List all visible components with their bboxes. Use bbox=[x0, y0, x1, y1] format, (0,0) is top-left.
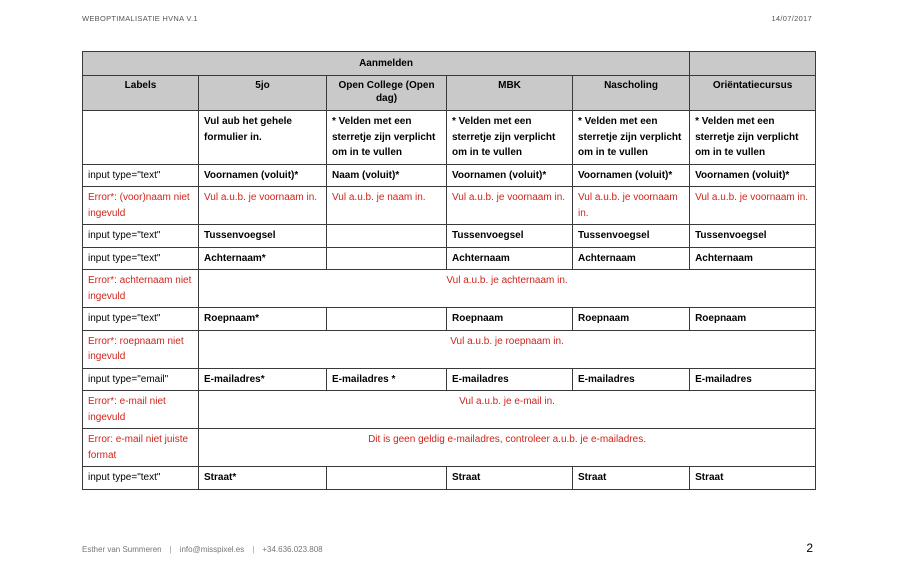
table-cell: Roepnaam* bbox=[199, 308, 327, 331]
table-cell: Roepnaam bbox=[690, 308, 816, 331]
table-row bbox=[83, 225, 816, 248]
table-cell: E-mailadres bbox=[690, 368, 816, 391]
table-cell: Tussenvoegsel bbox=[573, 225, 690, 248]
error-message-cell: Dit is geen geldig e-mailadres, controleer a.u.b. je e-mailadres. bbox=[199, 429, 816, 467]
table-row bbox=[83, 391, 816, 429]
table-cell: * Velden met een sterretje zijn verplicht om in te vullen bbox=[690, 111, 816, 165]
error-label-cell: Error: e-mail niet juiste format bbox=[83, 429, 199, 467]
table-row bbox=[83, 330, 816, 368]
error-message-cell: Vul a.u.b. je achternaam in. bbox=[199, 270, 816, 308]
table-cell: Straat* bbox=[199, 467, 327, 490]
table-cell: Tussenvoegsel bbox=[199, 225, 327, 248]
table-cell: E-mailadres * bbox=[327, 368, 447, 391]
column-header: Labels bbox=[83, 76, 199, 111]
column-header: 5jo bbox=[199, 76, 327, 111]
error-message-cell: Vul a.u.b. je voornaam in. bbox=[447, 187, 573, 225]
column-header: Oriëntatiecursus bbox=[690, 76, 816, 111]
error-label-cell: Error*: achternaam niet ingevuld bbox=[83, 270, 199, 308]
table-cell: Voornamen (voluit)* bbox=[447, 164, 573, 187]
document-title: WEBOPTIMALISATIE HVNA V.1 bbox=[82, 14, 198, 23]
table-cell: Voornamen (voluit)* bbox=[690, 164, 816, 187]
column-header: Nascholing bbox=[573, 76, 690, 111]
error-label-cell: Error*: roepnaam niet ingevuld bbox=[83, 330, 199, 368]
table-cell: Achternaam* bbox=[199, 247, 327, 270]
error-message-cell: Vul a.u.b. je voornaam in. bbox=[573, 187, 690, 225]
table-cell bbox=[327, 247, 447, 270]
footer bbox=[82, 545, 323, 554]
table-row bbox=[83, 247, 816, 270]
table-cell: * Velden met een sterretje zijn verplicht om in te vullen bbox=[327, 111, 447, 165]
error-message-cell: Vul a.u.b. je naam in. bbox=[327, 187, 447, 225]
table-cell: input type="text" bbox=[83, 467, 199, 490]
footer-separator: | bbox=[169, 545, 172, 554]
table-cell bbox=[327, 467, 447, 490]
footer-author: Esther van Summeren bbox=[82, 545, 162, 554]
table-cell bbox=[83, 111, 199, 165]
table-cell bbox=[327, 308, 447, 331]
error-message-cell: Vul a.u.b. je roepnaam in. bbox=[199, 330, 816, 368]
table-cell: Voornamen (voluit)* bbox=[573, 164, 690, 187]
column-header: MBK bbox=[447, 76, 573, 111]
footer-email: info@misspixel.es bbox=[179, 545, 245, 554]
table-cell: Achternaam bbox=[447, 247, 573, 270]
table-row bbox=[83, 270, 816, 308]
table-cell bbox=[327, 225, 447, 248]
table-cell: E-mailadres bbox=[447, 368, 573, 391]
table-cell: Achternaam bbox=[690, 247, 816, 270]
table-cell: Vul aub het gehele formulier in. bbox=[199, 111, 327, 165]
footer-phone: +34.636.023.808 bbox=[262, 545, 323, 554]
table-cell: input type="text" bbox=[83, 225, 199, 248]
table-cell: Straat bbox=[690, 467, 816, 490]
table-cell: input type="text" bbox=[83, 164, 199, 187]
table-row bbox=[83, 308, 816, 331]
table-cell: E-mailadres* bbox=[199, 368, 327, 391]
document-date: 14/07/2017 bbox=[771, 14, 812, 23]
error-message-cell: Vul a.u.b. je voornaam in. bbox=[690, 187, 816, 225]
table-row bbox=[83, 368, 816, 391]
form-fields-table bbox=[82, 51, 816, 490]
table-cell: Naam (voluit)* bbox=[327, 164, 447, 187]
table-cell: * Velden met een sterretje zijn verplicht om in te vullen bbox=[573, 111, 690, 165]
footer-separator: | bbox=[252, 545, 255, 554]
column-header: Open College (Open dag) bbox=[327, 76, 447, 111]
table-cell: Tussenvoegsel bbox=[447, 225, 573, 248]
error-label-cell: Error*: (voor)naam niet ingevuld bbox=[83, 187, 199, 225]
table-cell: Tussenvoegsel bbox=[690, 225, 816, 248]
table-cell: input type="email" bbox=[83, 368, 199, 391]
table-cell: input type="text" bbox=[83, 247, 199, 270]
table-row bbox=[83, 467, 816, 490]
table-cell: Voornamen (voluit)* bbox=[199, 164, 327, 187]
table-cell: Achternaam bbox=[573, 247, 690, 270]
error-message-cell: Vul a.u.b. je e-mail in. bbox=[199, 391, 816, 429]
table-cell: Straat bbox=[447, 467, 573, 490]
table-row bbox=[83, 187, 816, 225]
table-row bbox=[83, 164, 816, 187]
column-header-row bbox=[83, 76, 816, 111]
table-cell: Roepnaam bbox=[447, 308, 573, 331]
error-label-cell: Error*: e-mail niet ingevuld bbox=[83, 391, 199, 429]
table-cell: Roepnaam bbox=[573, 308, 690, 331]
table-cell: E-mailadres bbox=[573, 368, 690, 391]
table-cell: * Velden met een sterretje zijn verplicht om in te vullen bbox=[447, 111, 573, 165]
error-message-cell: Vul a.u.b. je voornaam in. bbox=[199, 187, 327, 225]
table-cell: Straat bbox=[573, 467, 690, 490]
table-row bbox=[83, 429, 816, 467]
table-cell: input type="text" bbox=[83, 308, 199, 331]
table-title-row bbox=[83, 52, 816, 76]
table-row bbox=[83, 111, 816, 165]
table-title: Aanmelden bbox=[83, 52, 690, 76]
page-number: 2 bbox=[806, 541, 813, 555]
table-title-empty-cell bbox=[690, 52, 816, 76]
